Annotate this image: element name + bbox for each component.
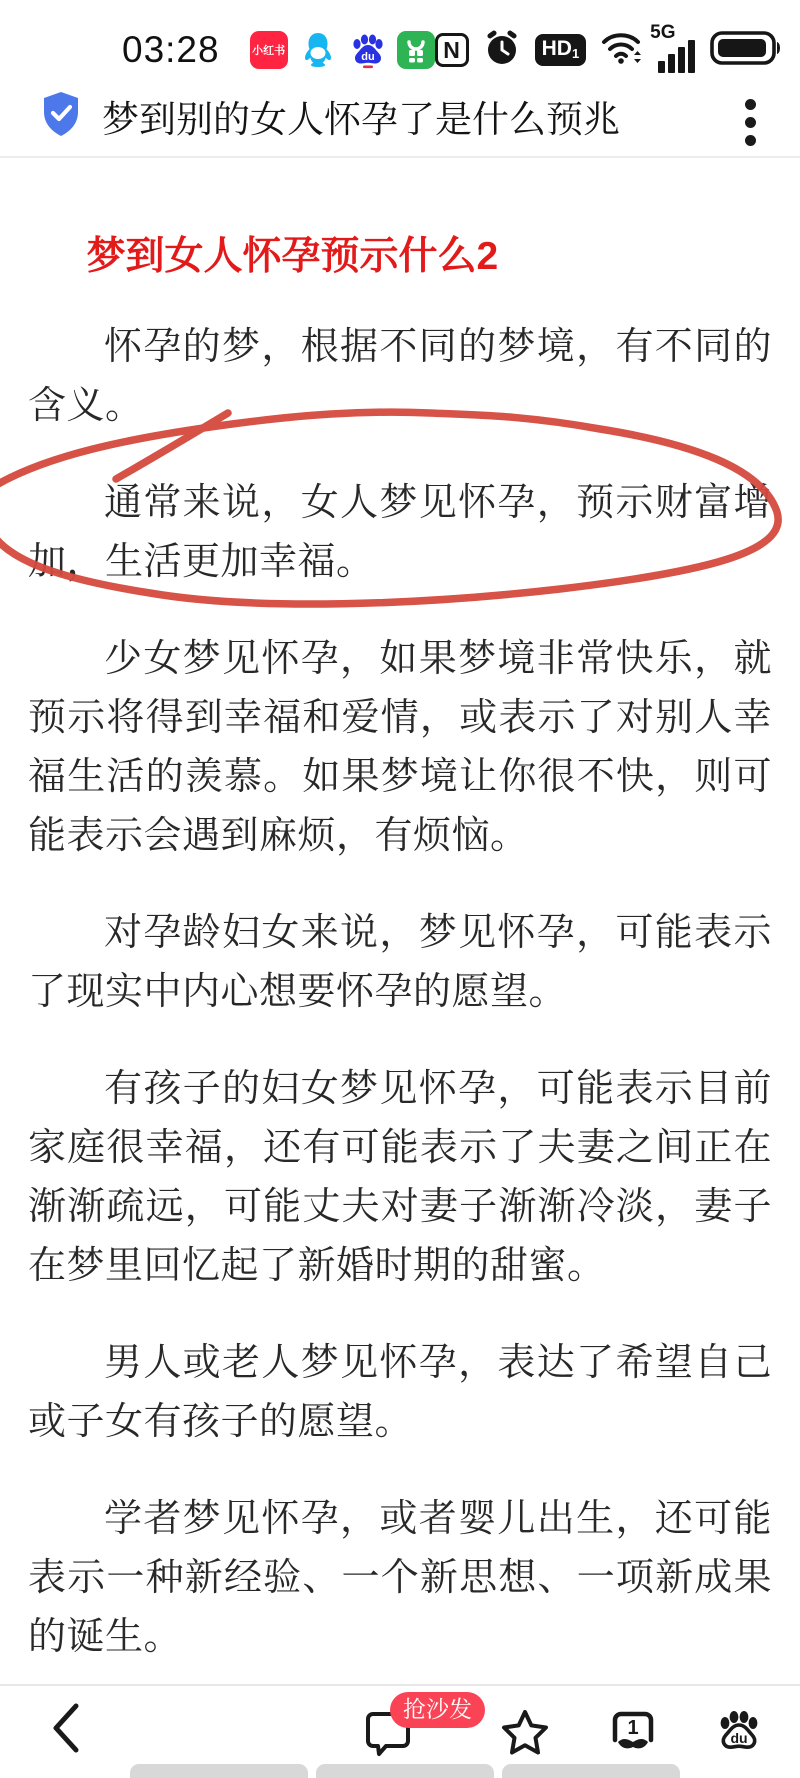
tab-switcher-button[interactable] [608,1706,658,1761]
hd-volte-icon: HD 1 [535,34,587,66]
baidu-du-label: du [730,1730,748,1746]
svg-text:du: du [360,51,375,63]
baidu-home-button[interactable] [714,1706,762,1761]
status-bar [0,14,800,86]
article-paragraph: 怀孕的梦，根据不同的梦境，有不同的含义。 [28,326,772,427]
page-title: 梦到别的女人怀孕了是什么预兆 [102,99,620,140]
bottom-suggestion-chips[interactable] [130,1764,680,1778]
article-paragraph: 通常来说，女人梦见怀孕，预示财富增加，生活更加幸福。 [28,482,772,583]
cellular-signal-icon: 5G [658,28,695,73]
article-paragraph: 有孩子的妇女梦见怀孕，可能表示目前家庭很幸福，还有可能表示了夫妻之间正在渐渐疏远，可能丈夫对妻子渐渐冷淡，妻子在梦里回忆起了新婚时期的甜蜜。 [28,1068,772,1287]
more-menu-button[interactable] [745,99,756,146]
title-bar [40,86,720,146]
header-divider [0,156,800,158]
article-heading: 梦到女人怀孕预示什么2 [86,235,499,278]
battery-icon [709,29,785,72]
first-comment-badge: 抢沙发 [390,1692,485,1728]
xiaohongshu-icon [250,31,288,69]
notification-icons [250,31,435,69]
green-bag-app-icon [397,31,435,69]
clock-time: 03:28 [122,29,220,70]
favorite-star-button[interactable] [500,1708,550,1763]
article-paragraph: 学者梦见怀孕，或者婴儿出生，还可能表示一种新经验、一个新思想、一项新成果的诞生。 [28,1498,772,1658]
bottom-toolbar [0,1684,800,1778]
tab-count: 1 [627,1717,639,1739]
article-paragraphs [28,318,772,1667]
verified-shield-icon [40,90,82,143]
article-content [0,159,800,1667]
nfc-icon: N [435,33,469,67]
article-paragraph: 男人或老人梦见怀孕，表达了希望自己或子女有孩子的愿望。 [28,1342,772,1443]
qq-penguin-icon [299,31,337,69]
alarm-icon [483,29,521,72]
comment-button[interactable] [364,1696,472,1763]
article-paragraph: 对孕龄妇女来说，梦见怀孕，可能表示了现实中内心想要怀孕的愿望。 [28,912,772,1013]
back-button[interactable] [48,1702,82,1759]
status-indicators [435,21,786,73]
baidu-app-icon [348,31,386,69]
wifi-icon [600,29,644,72]
xiaohongshu-label: 小红书 [252,45,286,57]
article-paragraph: 少女梦见怀孕，如果梦境非常快乐，就预示将得到幸福和爱情，或表示了对别人幸福生活的羡慕。如果梦境让你很不快，则可能表示会遇到麻烦，有烦恼。 [28,638,772,857]
